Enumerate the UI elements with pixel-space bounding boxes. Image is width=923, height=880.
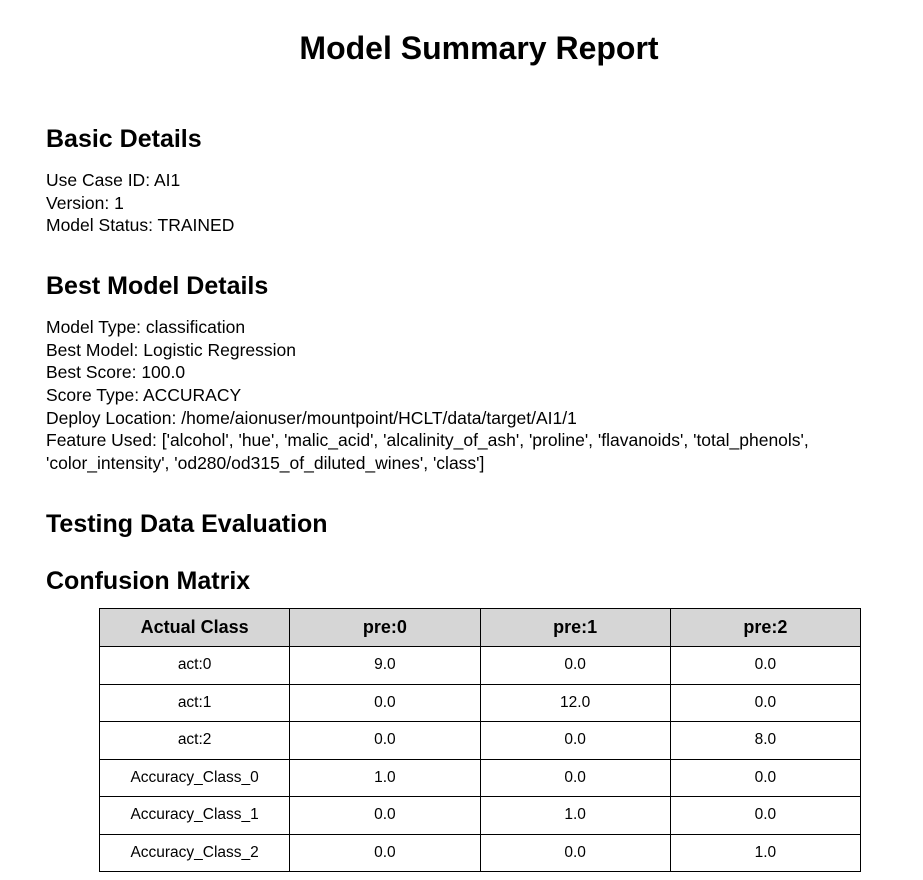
value-cell: 0.0 [670, 759, 860, 797]
value-cell: 0.0 [670, 797, 860, 835]
value-cell: 1.0 [290, 759, 480, 797]
column-header-pre-0: pre:0 [290, 609, 480, 647]
row-label-cell: act:0 [100, 647, 290, 685]
table-row [100, 722, 861, 760]
basic-details-heading: Basic Details [46, 125, 202, 153]
column-header-pre-2: pre:2 [670, 609, 860, 647]
table-row [100, 647, 861, 685]
table-row [100, 759, 861, 797]
value-cell: 0.0 [290, 684, 480, 722]
column-header-actual-class: Actual Class [100, 609, 290, 647]
confusion-matrix-table [99, 608, 861, 872]
value-cell: 0.0 [670, 684, 860, 722]
value-cell: 1.0 [480, 797, 670, 835]
best-model-details-heading: Best Model Details [46, 272, 269, 300]
table-header-row [100, 609, 861, 647]
value-cell: 0.0 [480, 834, 670, 872]
best-model-details-section [46, 316, 577, 430]
use-case-id-text: Use Case ID: AI1 [46, 170, 181, 190]
value-cell: 12.0 [480, 684, 670, 722]
value-cell: 0.0 [480, 722, 670, 760]
value-cell: 0.0 [290, 722, 480, 760]
model-status-text: Model Status: TRAINED [46, 215, 235, 236]
basic-details-section [46, 169, 234, 237]
deploy-location-text: Deploy Location: /home/aionuser/mountpoint/HCLT/data/target/AI1/1 [46, 407, 577, 428]
row-label-cell: act:1 [100, 684, 290, 722]
value-cell: 9.0 [290, 647, 480, 685]
row-label-cell: Accuracy_Class_1 [100, 797, 290, 835]
row-label-cell: Accuracy_Class_2 [100, 834, 290, 872]
value-cell: 0.0 [290, 834, 480, 872]
confusion-matrix-heading: Confusion Matrix [46, 567, 251, 595]
row-label-cell: act:2 [100, 722, 290, 760]
value-cell: 0.0 [480, 647, 670, 685]
value-cell: 0.0 [290, 797, 480, 835]
value-cell: 0.0 [670, 647, 860, 685]
report-title: Model Summary Report [299, 30, 659, 66]
table-row [100, 684, 861, 722]
column-header-pre-1: pre:1 [480, 609, 670, 647]
row-label-cell: Accuracy_Class_0 [100, 759, 290, 797]
testing-data-evaluation-heading: Testing Data Evaluation [46, 510, 328, 538]
table-row [100, 797, 861, 835]
value-cell: 8.0 [670, 722, 860, 760]
features-used-text: Feature Used: ['alcohol', 'hue', 'malic_acid', 'alcalinity_of_ash', 'proline', 'flavanoids', 'total_phenols', 'color_intensity', 'od280/od315_of_diluted_wines', 'class'] [46, 430, 809, 473]
model-type-text: Model Type: classification [46, 317, 246, 337]
best-model-text: Best Model: Logistic Regression [46, 339, 296, 360]
table-row [100, 834, 861, 872]
value-cell: 1.0 [670, 834, 860, 872]
version-text: Version: 1 [46, 192, 124, 213]
value-cell: 0.0 [480, 759, 670, 797]
score-type-text: Score Type: ACCURACY [46, 385, 242, 406]
best-score-text: Best Score: 100.0 [46, 362, 186, 383]
